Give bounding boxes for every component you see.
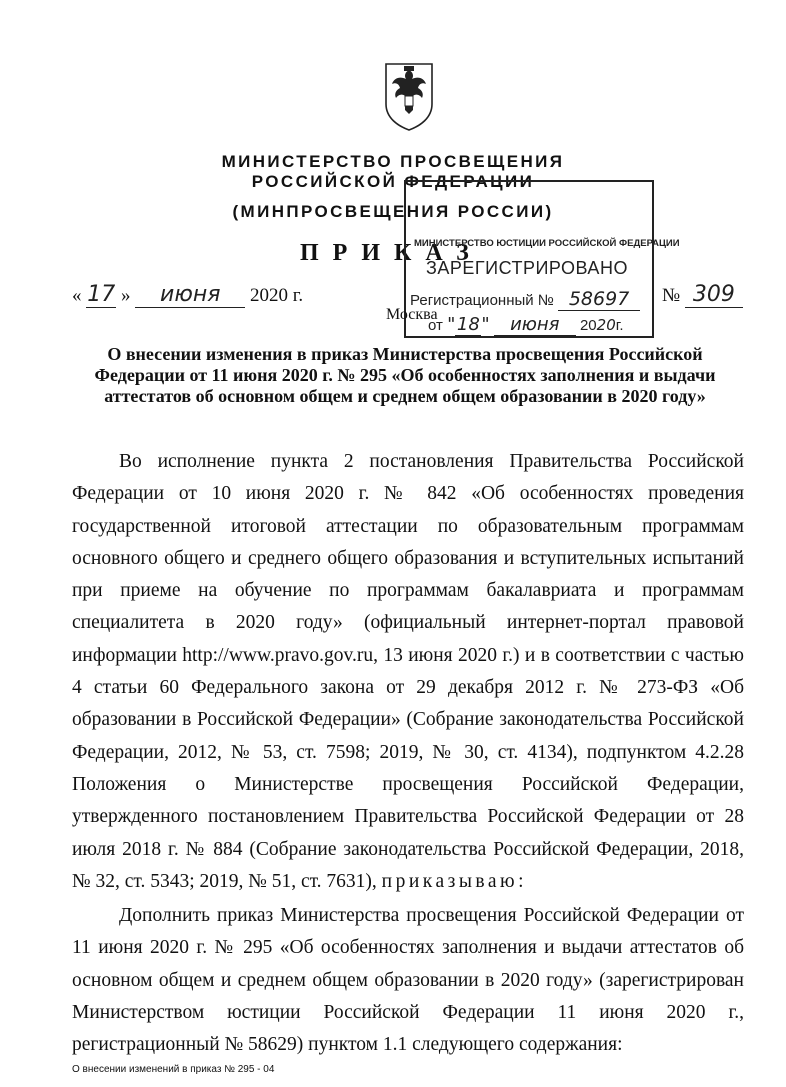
paragraph-2: Дополнить приказ Министерства просвещения Российской Федерации от 11 июня 2020 г. № 295 «Об особенностях заполнения и выдачи аттестатов об основном общем и среднем общем образовании в 2020 году» (зарегистрирован Министерством юстиции Российской Федерации 11 июня 2020 г., регистрационный № 58629) пунктом 1.1 следующего содержания:: [72, 905, 744, 1056]
stamp-reg-label: Регистрационный №: [410, 292, 554, 309]
document-body: [72, 446, 744, 1062]
order-year: 2020 г.: [250, 285, 304, 306]
ministry-name-line1: МИНИСТЕРСТВО ПРОСВЕЩЕНИЯ: [221, 152, 565, 171]
ministry-name-line2: РОССИЙСКОЙ ФЕДЕРАЦИИ: [251, 172, 535, 191]
order-number-value: 309: [685, 282, 743, 308]
footer-note: О внесении изменений в приказ № 295 - 04: [72, 1064, 275, 1075]
order-title: ПРИКАЗ: [300, 240, 483, 266]
order-number: № 309: [662, 282, 743, 308]
paragraph-1: Во исполнение пункта 2 постановления Правительства Российской Федерации от 10 июня 2020 г. № 842 «Об особенностях проведения государственной итоговой аттестации по образовательным программам основного общего и среднего общего образования и вступительных испытаний при приеме на обучение по программам бакалавриата и программам специалитета в 2020 году» (официальный интернет-портал правовой информации http://www.pravo.gov.ru, 13 июня 2020 г.) и в соответствии с частью 4 статьи 60 Федерального закона от 29 декабря 2012 г. № 273-ФЗ «Об образовании в Российской Федерации» (Собрание законодательства Российской Федерации, 2012, № 53, ст. 7598; 2019, № 30, ст. 4134), подпунктом 4.2.28 Положения о Министерстве просвещения Российской Федерации, утвержденного постановлением Правительства Российской Федерации от 28 июля 2018 г. № 884 (Собрание законодательства Российской Федерации, 2018, № 32, ст. 5343; 2019, № 51, ст. 7631), приказываю:: [72, 451, 744, 892]
document-heading: О внесении изменения в приказ Министерства просвещения Российской Федерации от 11 июня 2020 г. № 295 «Об особенностях заполнения и выдачи аттестатов об основном общем и среднем общем образовании в 2020 году»: [94, 344, 716, 406]
stamp-from-label: от: [428, 317, 443, 334]
stamp-reg-row: [410, 288, 640, 311]
stamp-year-end: г.: [615, 317, 624, 334]
order-date: « 17 » июня 2020 г.: [72, 282, 304, 307]
city: Москва: [386, 306, 438, 323]
order-month: июня: [135, 282, 245, 308]
stamp-reg-number: 58697: [558, 288, 640, 311]
stamp-date-row: от "18" июня 2020г.: [428, 314, 624, 335]
stamp-ministry: МИНИСТЕРСТВО ЮСТИЦИИ РОССИЙСКОЙ ФЕДЕРАЦИИ: [414, 238, 680, 249]
stamp-month: июня: [494, 314, 576, 336]
stamp-year-suffix: 20: [596, 316, 616, 334]
order-day: 17: [87, 282, 116, 307]
ministry-abbrev: (МИНПРОСВЕЩЕНИЯ РОССИИ): [232, 202, 554, 221]
stamp-year-prefix: 20: [579, 317, 597, 334]
stamp-status: ЗАРЕГИСТРИРОВАНО: [426, 258, 628, 278]
order-word: приказываю:: [381, 870, 528, 892]
registration-stamp: [404, 180, 680, 338]
coat-of-arms-icon: [382, 60, 436, 132]
stamp-day: 18: [456, 314, 480, 335]
